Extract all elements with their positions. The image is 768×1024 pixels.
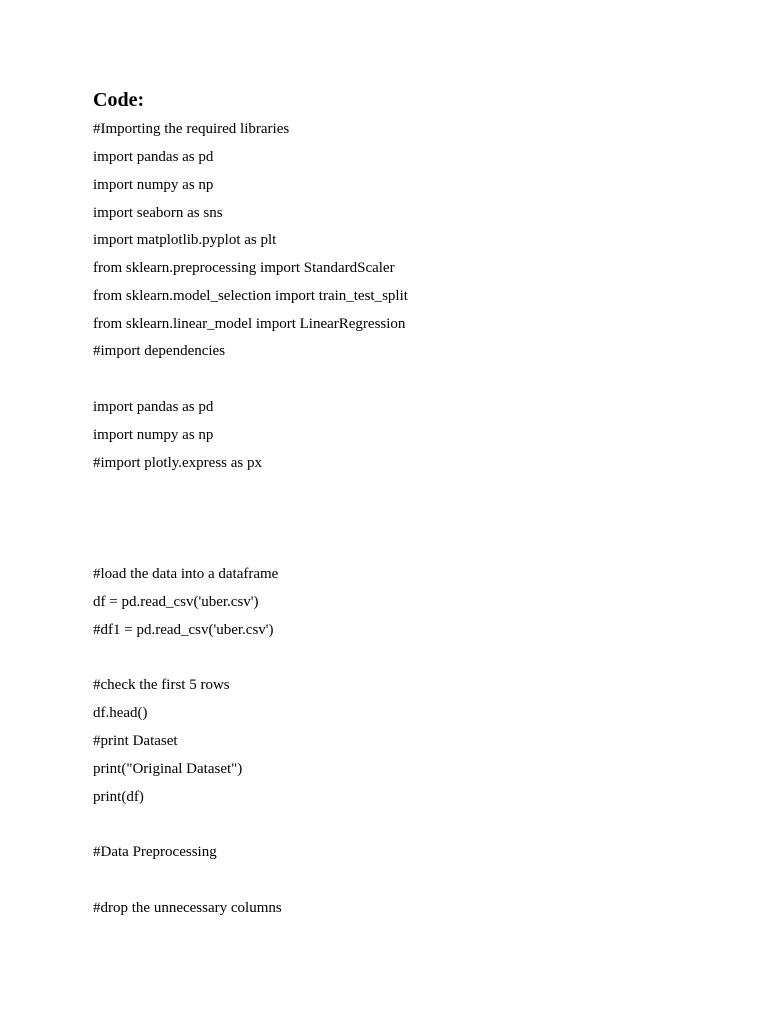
code-line: #import plotly.express as px <box>93 455 263 471</box>
code-line: import numpy as np <box>93 177 214 193</box>
code-line: #drop the unnecessary columns <box>93 900 282 916</box>
code-line: #df1 = pd.read_csv('uber.csv') <box>93 622 274 638</box>
code-line: from sklearn.preprocessing import StandardScaler <box>93 260 395 276</box>
code-line: import seaborn as sns <box>93 205 223 221</box>
code-line: print(df) <box>93 789 144 805</box>
code-line: #print Dataset <box>93 733 178 749</box>
code-line: df = pd.read_csv('uber.csv') <box>93 594 259 610</box>
code-line: #Importing the required libraries <box>93 121 290 137</box>
code-line: print("Original Dataset") <box>93 761 243 777</box>
code-line: import matplotlib.pyplot as plt <box>93 232 277 248</box>
section-heading: Code: <box>93 89 145 111</box>
code-line: from sklearn.linear_model import LinearRegression <box>93 316 406 332</box>
code-line: import numpy as np <box>93 427 214 443</box>
code-line: #check the first 5 rows <box>93 677 230 693</box>
code-line: import pandas as pd <box>93 399 214 415</box>
code-line: #load the data into a dataframe <box>93 566 279 582</box>
code-line: #import dependencies <box>93 343 226 359</box>
code-line: #Data Preprocessing <box>93 844 217 860</box>
code-line: import pandas as pd <box>93 149 214 165</box>
code-line: df.head() <box>93 705 148 721</box>
code-line: from sklearn.model_selection import train_test_split <box>93 288 408 304</box>
